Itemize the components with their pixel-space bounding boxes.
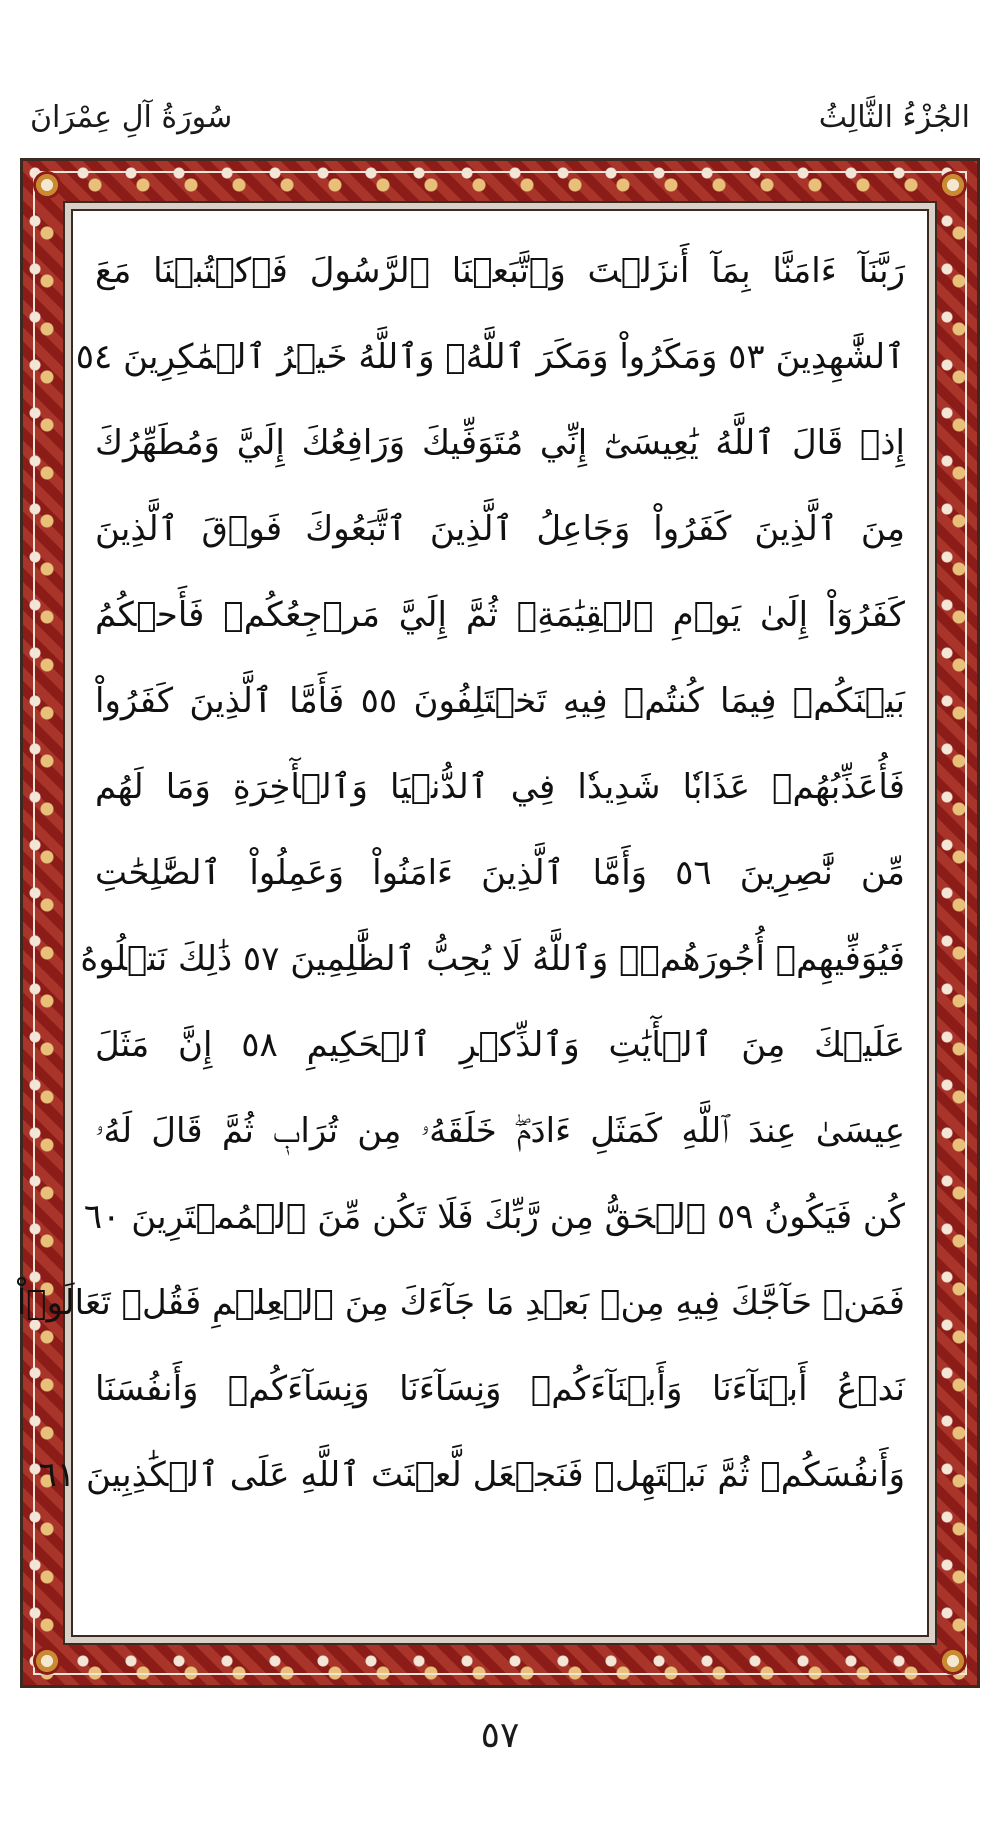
text-line-10: عَلَيۡكَ مِنَ ٱلۡأٓيَٰتِ وَٱلذِّكۡرِ ٱلۡحَكِيمِ ٥٨ إِنَّ مَثَلَ <box>95 1025 905 1065</box>
text-line-8: مِّن نَّٰصِرِينَ ٥٦ وَأَمَّا ٱلَّذِينَ ءَامَنُواْ وَعَمِلُواْ ٱلصَّٰلِحَٰتِ <box>95 853 905 893</box>
juz-title: الجُزْءُ الثَّالِثُ <box>818 100 970 135</box>
text-line-13: فَمَنۡ حَآجَّكَ فِيهِ مِنۢ بَعۡدِ مَا جَآءَكَ مِنَ ٱلۡعِلۡمِ فَقُلۡ تَعَالَوۡاْ <box>16 1283 905 1323</box>
page-header <box>20 100 980 160</box>
text-line-6: بَيۡنَكُمۡ فِيمَا كُنتُمۡ فِيهِ تَخۡتَلِفُونَ ٥٥ فَأَمَّا ٱلَّذِينَ كَفَرُواْ <box>95 681 905 721</box>
quran-text <box>16 229 905 1617</box>
corner-ornament-icon <box>33 171 61 199</box>
text-line-15: وَأَنفُسَكُمۡ ثُمَّ نَبۡتَهِلۡ فَنَجۡعَل لَّعۡنَتَ ٱللَّهِ عَلَى ٱلۡكَٰذِبِينَ ٦١ <box>38 1455 905 1495</box>
text-line-3: إِذۡ قَالَ ٱللَّهُ يَٰعِيسَىٰٓ إِنِّي مُتَوَفِّيكَ وَرَافِعُكَ إِلَيَّ وَمُطَهِّرُكَ <box>95 423 905 463</box>
page-number: ٥٧ <box>480 1715 520 1756</box>
text-line-14: نَدۡعُ أَبۡنَآءَنَا وَأَبۡنَآءَكُمۡ وَنِسَآءَنَا وَنِسَآءَكُمۡ وَأَنفُسَنَا <box>95 1369 905 1409</box>
text-line-1: رَبَّنَآ ءَامَنَّا بِمَآ أَنزَلۡتَ وَٱتَّبَعۡنَا ٱلرَّسُولَ فَٱكۡتُبۡنَا مَعَ <box>95 251 905 291</box>
text-line-7: فَأُعَذِّبُهُمۡ عَذَابٗا شَدِيدٗا فِي ٱلدُّنۡيَا وَٱلۡأٓخِرَةِ وَمَا لَهُم <box>95 767 905 807</box>
text-line-11: عِيسَىٰ عِندَ ٱللَّهِ كَمَثَلِ ءَادَمَۖ خَلَقَهُۥ مِن تُرَابٖ ثُمَّ قَالَ لَهُۥ <box>95 1111 905 1151</box>
text-line-2: ٱلشَّٰهِدِينَ ٥٣ وَمَكَرُواْ وَمَكَرَ ٱللَّهُۖ وَٱللَّهُ خَيۡرُ ٱلۡمَٰكِرِينَ ٥٤ <box>75 337 905 377</box>
corner-ornament-icon <box>939 171 967 199</box>
text-line-5: كَفَرُوٓاْ إِلَىٰ يَوۡمِ ٱلۡقِيَٰمَةِۖ ثُمَّ إِلَيَّ مَرۡجِعُكُمۡ فَأَحۡكُمُ <box>95 595 905 635</box>
text-line-9: فَيُوَفِّيهِمۡ أُجُورَهُمۡۗ وَٱللَّهُ لَا يُحِبُّ ٱلظَّٰلِمِينَ ٥٧ ذَٰلِكَ نَتۡلُوهُ <box>80 939 905 979</box>
corner-ornament-icon <box>939 1647 967 1675</box>
surah-title: سُورَةُ آلِ عِمْرَانَ <box>30 100 233 135</box>
ornamental-border <box>16 158 980 1688</box>
text-line-4: مِنَ ٱلَّذِينَ كَفَرُواْ وَجَاعِلُ ٱلَّذِينَ ٱتَّبَعُوكَ فَوۡقَ ٱلَّذِينَ <box>95 509 905 549</box>
text-frame <box>16 209 929 1637</box>
text-line-12: كُن فَيَكُونُ ٥٩ ٱلۡحَقُّ مِن رَّبِّكَ فَلَا تَكُن مِّنَ ٱلۡمُمۡتَرِينَ ٦٠ <box>83 1197 905 1237</box>
corner-ornament-icon <box>33 1647 61 1675</box>
